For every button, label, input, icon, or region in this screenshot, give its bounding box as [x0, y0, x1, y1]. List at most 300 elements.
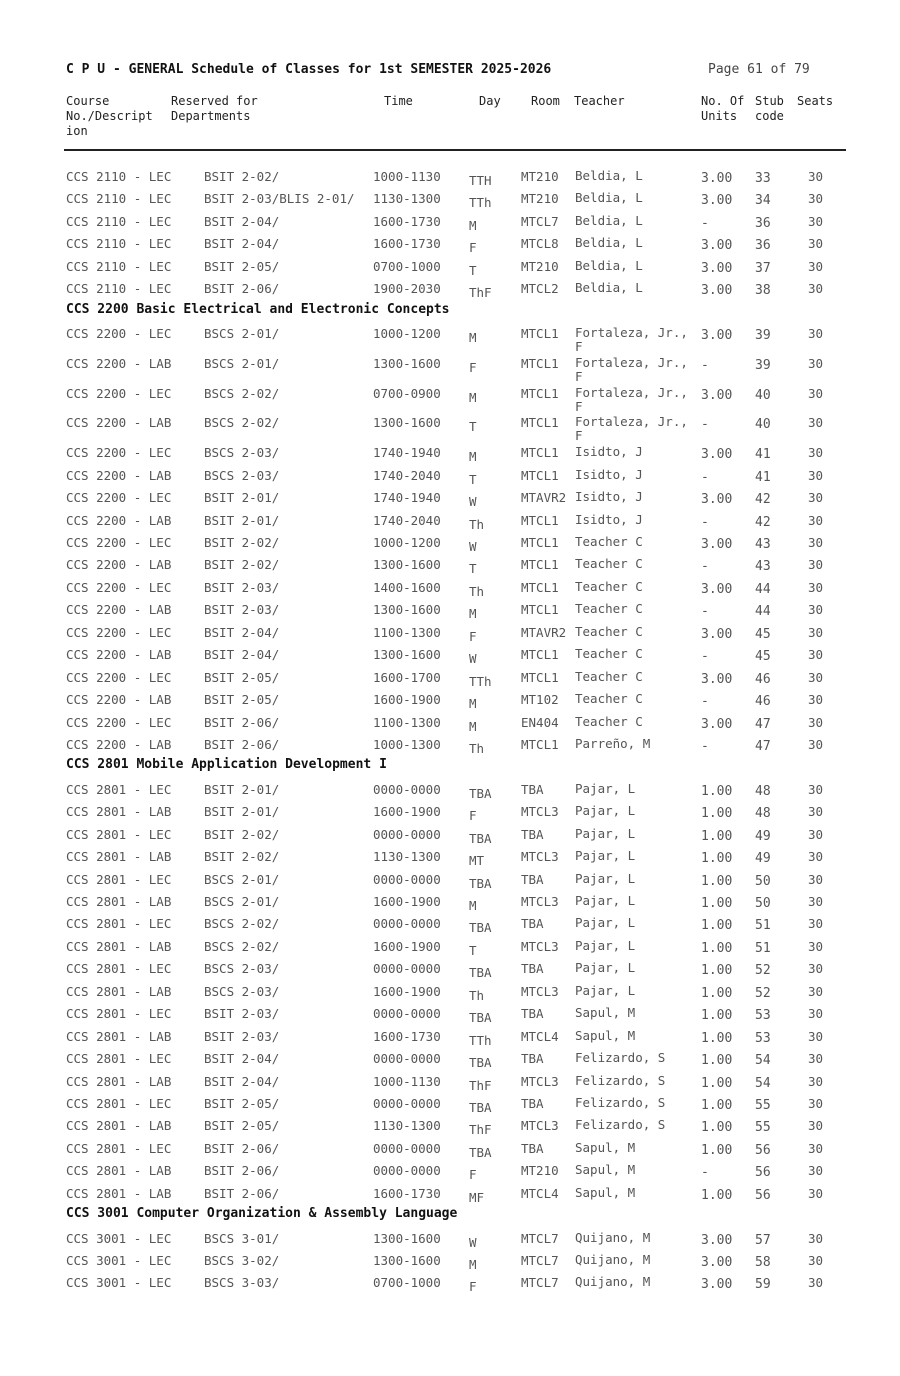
- department-cell: BSIT 2-06/: [204, 1140, 280, 1156]
- day-cell: ThF: [469, 1077, 492, 1093]
- day-cell: F: [469, 808, 477, 824]
- day-cell: T: [469, 942, 477, 958]
- units-cell: 1.00: [701, 963, 733, 979]
- teacher-cell: Felizardo, S: [575, 1094, 666, 1110]
- day-cell: M: [469, 449, 477, 465]
- room-cell: MTCL8: [521, 236, 559, 252]
- room-cell: MTCL3: [521, 1073, 559, 1089]
- teacher-cell: Beldia, L: [575, 235, 643, 251]
- room-cell: MT210: [521, 169, 559, 184]
- units-cell: 3.00: [701, 447, 733, 463]
- course-cell: CCS 2110 - LEC: [66, 236, 172, 252]
- time-cell: 0000-0000: [373, 961, 441, 977]
- teacher-cell: Isidto, J: [575, 489, 643, 505]
- units-cell: 1.00: [701, 940, 733, 956]
- stub-code-cell: 50: [755, 896, 771, 911]
- teacher-cell: Sapul, M: [575, 1162, 636, 1178]
- day-cell: M: [469, 898, 477, 913]
- department-cell: BSIT 2-04/: [204, 1051, 280, 1067]
- units-cell: 3.00: [701, 387, 733, 403]
- units-cell: -: [701, 1165, 709, 1181]
- time-cell: 1130-1300: [373, 849, 441, 865]
- units-cell: 1.00: [701, 1142, 733, 1158]
- course-cell: CCS 2801 - LAB: [66, 894, 172, 909]
- units-cell: -: [701, 649, 709, 665]
- table-row: [0, 1070, 900, 1092]
- teacher-cell: Fortaleza, Jr., F: [575, 325, 688, 355]
- units-cell: -: [701, 215, 709, 231]
- time-cell: 1300-1600: [373, 355, 441, 371]
- department-cell: BSCS 2-02/: [204, 385, 280, 401]
- table-row: [0, 1002, 900, 1024]
- room-cell: MTCL1: [521, 467, 559, 483]
- department-cell: BSCS 3-02/: [204, 1253, 280, 1268]
- units-cell: 1.00: [701, 828, 733, 844]
- day-cell: TBA: [469, 785, 492, 801]
- room-cell: MTCL3: [521, 938, 559, 954]
- room-cell: MTCL3: [521, 894, 559, 909]
- room-cell: MTCL1: [521, 415, 559, 431]
- department-cell: BSIT 2-04/: [204, 236, 280, 252]
- stub-code-cell: 56: [755, 1165, 771, 1181]
- teacher-cell: Beldia, L: [575, 280, 643, 296]
- stub-code-cell: 52: [755, 985, 771, 1001]
- stub-code-cell: 52: [755, 963, 771, 979]
- col-header-time: Time: [384, 94, 413, 108]
- course-cell: CCS 2200 - LEC: [66, 326, 172, 342]
- table-row: [0, 464, 900, 486]
- stub-code-cell: 53: [755, 1008, 771, 1024]
- time-cell: 1600-1730: [373, 236, 441, 252]
- teacher-cell: Pajar, L: [575, 848, 636, 864]
- time-cell: 1740-2040: [373, 467, 441, 483]
- room-cell: MTCL1: [521, 602, 559, 618]
- day-cell: Th: [469, 987, 485, 1003]
- table-row: [0, 411, 900, 444]
- room-cell: MTCL1: [521, 385, 559, 401]
- time-cell: 1740-1940: [373, 445, 441, 461]
- course-cell: CCS 2801 - LEC: [66, 916, 172, 932]
- department-cell: BSCS 2-02/: [204, 916, 280, 932]
- table-row: [0, 1182, 900, 1204]
- time-cell: 0000-0000: [373, 781, 441, 797]
- day-cell: Th: [469, 583, 485, 599]
- time-cell: 1300-1600: [373, 602, 441, 618]
- room-cell: MTCL7: [521, 1230, 559, 1246]
- table-row: [0, 733, 900, 755]
- teacher-cell: Pajar, L: [575, 960, 636, 976]
- day-cell: MF: [469, 1189, 485, 1205]
- table-row: [0, 441, 900, 463]
- day-cell: Th: [469, 740, 485, 756]
- table-row: [0, 553, 900, 575]
- seats-cell: 30: [808, 490, 824, 506]
- day-cell: TBA: [469, 1010, 492, 1026]
- room-cell: MTCL3: [521, 849, 559, 865]
- table-row: [0, 1025, 900, 1047]
- seats-cell: 30: [808, 1185, 824, 1201]
- units-cell: 1.00: [701, 873, 733, 889]
- department-cell: BSIT 2-04/: [204, 624, 280, 640]
- seats-cell: 30: [808, 191, 824, 207]
- stub-code-cell: 36: [755, 238, 771, 254]
- time-cell: 1300-1600: [373, 1253, 441, 1268]
- time-cell: 1600-1900: [373, 983, 441, 999]
- time-cell: 1000-1130: [373, 1073, 441, 1089]
- stub-code-cell: 36: [755, 215, 771, 231]
- room-cell: MTCL1: [521, 647, 559, 663]
- room-cell: TBA: [521, 1095, 544, 1111]
- schedule-table: [0, 165, 900, 1294]
- col-header-reserved: Reserved for Departments: [171, 94, 258, 123]
- units-cell: 1.00: [701, 985, 733, 1001]
- room-cell: MT210: [521, 1163, 559, 1179]
- teacher-cell: Beldia, L: [575, 190, 643, 206]
- teacher-cell: Teacher C: [575, 556, 643, 572]
- course-cell: CCS 2801 - LEC: [66, 826, 172, 842]
- teacher-cell: Quijano, M: [575, 1229, 651, 1245]
- room-cell: MTCL7: [521, 213, 559, 229]
- seats-cell: 30: [808, 1163, 824, 1179]
- table-row: [0, 187, 900, 209]
- units-cell: 1.00: [701, 1053, 733, 1069]
- time-cell: 0000-0000: [373, 1051, 441, 1067]
- time-cell: 1300-1600: [373, 415, 441, 431]
- time-cell: 1130-1300: [373, 1118, 441, 1134]
- room-cell: MTCL7: [521, 1275, 559, 1291]
- time-cell: 1000-1130: [373, 169, 441, 184]
- department-cell: BSCS 2-01/: [204, 871, 280, 887]
- time-cell: 0700-0900: [373, 385, 441, 401]
- time-cell: 0000-0000: [373, 871, 441, 887]
- course-cell: CCS 3001 - LEC: [66, 1275, 172, 1291]
- day-cell: TTh: [469, 195, 492, 211]
- time-cell: 0000-0000: [373, 1163, 441, 1179]
- units-cell: 3.00: [701, 260, 733, 276]
- course-cell: CCS 2200 - LEC: [66, 669, 172, 685]
- units-cell: -: [701, 694, 709, 710]
- day-cell: M: [469, 696, 477, 712]
- units-cell: 3.00: [701, 492, 733, 508]
- course-cell: CCS 3001 - LEC: [66, 1253, 172, 1268]
- time-cell: 1000-1200: [373, 326, 441, 342]
- teacher-cell: Teacher C: [575, 668, 643, 684]
- seats-cell: 30: [808, 415, 824, 431]
- teacher-cell: Pajar, L: [575, 780, 636, 796]
- units-cell: 3.00: [701, 1277, 733, 1293]
- department-cell: BSIT 2-03/BLIS 2-01/: [204, 191, 355, 207]
- seats-cell: 30: [808, 1140, 824, 1156]
- department-cell: BSCS 2-03/: [204, 983, 280, 999]
- course-cell: CCS 2200 - LEC: [66, 535, 172, 550]
- course-cell: CCS 2801 - LAB: [66, 804, 172, 820]
- department-cell: BSIT 2-05/: [204, 258, 280, 274]
- room-cell: EN404: [521, 714, 559, 730]
- units-cell: -: [701, 469, 709, 485]
- seats-cell: 30: [808, 647, 824, 663]
- room-cell: MTCL3: [521, 804, 559, 820]
- department-cell: BSCS 2-01/: [204, 355, 280, 371]
- table-row: [0, 912, 900, 934]
- table-row: [0, 688, 900, 710]
- teacher-cell: Quijano, M: [575, 1252, 651, 1267]
- table-row: [0, 823, 900, 845]
- course-cell: CCS 2110 - LEC: [66, 169, 172, 184]
- seats-cell: 30: [808, 467, 824, 483]
- time-cell: 0700-1000: [373, 258, 441, 274]
- stub-code-cell: 40: [755, 387, 771, 403]
- course-cell: CCS 2200 - LEC: [66, 385, 172, 401]
- stub-code-cell: 39: [755, 328, 771, 344]
- table-row: [0, 800, 900, 822]
- department-cell: BSIT 2-04/: [204, 1073, 280, 1089]
- time-cell: 1600-1700: [373, 669, 441, 685]
- table-row: [0, 352, 900, 382]
- course-cell: CCS 2200 - LAB: [66, 647, 172, 663]
- stub-code-cell: 51: [755, 918, 771, 934]
- day-cell: W: [469, 1234, 477, 1250]
- time-cell: 0000-0000: [373, 1095, 441, 1111]
- department-cell: BSIT 2-01/: [204, 804, 280, 820]
- department-cell: BSIT 2-04/: [204, 213, 280, 229]
- day-cell: T: [469, 471, 477, 487]
- page-number: Page 61 of 79: [708, 62, 810, 77]
- time-cell: 1000-1300: [373, 736, 441, 752]
- table-row: [0, 957, 900, 979]
- day-cell: W: [469, 651, 477, 667]
- seats-cell: 30: [808, 849, 824, 865]
- time-cell: 0000-0000: [373, 826, 441, 842]
- day-cell: ThF: [469, 1122, 492, 1138]
- day-cell: TBA: [469, 1099, 492, 1115]
- day-cell: TBA: [469, 965, 492, 981]
- seats-cell: 30: [808, 781, 824, 797]
- time-cell: 1100-1300: [373, 624, 441, 640]
- teacher-cell: Parreño, M: [575, 735, 651, 751]
- seats-cell: 30: [808, 692, 824, 708]
- course-cell: CCS 2110 - LEC: [66, 258, 172, 274]
- units-cell: -: [701, 357, 709, 373]
- room-cell: MTCL1: [521, 557, 559, 573]
- department-cell: BSIT 2-01/: [204, 512, 280, 528]
- department-cell: BSCS 2-01/: [204, 326, 280, 342]
- department-cell: BSIT 2-01/: [204, 781, 280, 797]
- department-cell: BSCS 3-03/: [204, 1275, 280, 1291]
- seats-cell: 30: [808, 871, 824, 887]
- units-cell: 3.00: [701, 283, 733, 299]
- department-cell: BSIT 2-06/: [204, 714, 280, 730]
- stub-code-cell: 42: [755, 514, 771, 530]
- day-cell: M: [469, 606, 477, 622]
- course-section-heading: [0, 755, 900, 777]
- day-cell: M: [469, 217, 477, 233]
- teacher-cell: Pajar, L: [575, 915, 636, 931]
- teacher-cell: Isidto, J: [575, 466, 643, 482]
- teacher-cell: Fortaleza, Jr., F: [575, 414, 688, 444]
- room-cell: MTCL3: [521, 983, 559, 999]
- seats-cell: 30: [808, 1095, 824, 1111]
- time-cell: 1740-1940: [373, 490, 441, 506]
- stub-code-cell: 48: [755, 783, 771, 799]
- day-cell: TTh: [469, 1032, 492, 1048]
- day-cell: F: [469, 1279, 477, 1295]
- units-cell: 3.00: [701, 537, 733, 552]
- course-cell: CCS 2801 - LEC: [66, 1051, 172, 1067]
- course-cell: CCS 2110 - LEC: [66, 191, 172, 207]
- course-cell: CCS 2110 - LEC: [66, 213, 172, 229]
- stub-code-cell: 46: [755, 694, 771, 710]
- teacher-cell: Pajar, L: [575, 803, 636, 819]
- room-cell: TBA: [521, 826, 544, 842]
- seats-cell: 30: [808, 1118, 824, 1134]
- course-cell: CCS 2801 - LAB: [66, 983, 172, 999]
- day-cell: TTh: [469, 673, 492, 689]
- seats-cell: 30: [808, 236, 824, 252]
- room-cell: MT102: [521, 692, 559, 708]
- time-cell: 1000-1200: [373, 535, 441, 550]
- teacher-cell: Sapul, M: [575, 1184, 636, 1200]
- table-row: [0, 1137, 900, 1159]
- seats-cell: 30: [808, 1073, 824, 1089]
- seats-cell: 30: [808, 916, 824, 932]
- teacher-cell: Pajar, L: [575, 893, 636, 908]
- units-cell: 3.00: [701, 716, 733, 732]
- time-cell: 0700-1000: [373, 1275, 441, 1291]
- department-cell: BSCS 2-03/: [204, 445, 280, 461]
- time-cell: 0000-0000: [373, 1006, 441, 1022]
- room-cell: MTCL1: [521, 579, 559, 595]
- table-row: [0, 621, 900, 643]
- units-cell: -: [701, 738, 709, 754]
- stub-code-cell: 46: [755, 671, 771, 687]
- table-row: [0, 643, 900, 665]
- col-header-stub: Stub code: [755, 94, 784, 123]
- table-row: [0, 486, 900, 508]
- day-cell: M: [469, 389, 477, 405]
- table-row: [0, 322, 900, 355]
- stub-code-cell: 34: [755, 193, 771, 209]
- table-row: [0, 509, 900, 531]
- teacher-cell: Teacher C: [575, 534, 643, 549]
- course-cell: CCS 2200 - LEC: [66, 714, 172, 730]
- department-cell: BSIT 2-02/: [204, 557, 280, 573]
- section-title: CCS 2801 Mobile Application Development I: [66, 757, 387, 773]
- units-cell: 1.00: [701, 806, 733, 822]
- col-header-teacher: Teacher: [574, 94, 625, 108]
- stub-code-cell: 41: [755, 469, 771, 485]
- day-cell: MT: [469, 853, 485, 869]
- table-row: [0, 277, 900, 299]
- department-cell: BSIT 2-05/: [204, 692, 280, 708]
- stub-code-cell: 45: [755, 626, 771, 642]
- course-cell: CCS 2801 - LEC: [66, 781, 172, 797]
- course-cell: CCS 2200 - LAB: [66, 415, 172, 431]
- teacher-cell: Pajar, L: [575, 870, 636, 886]
- department-cell: BSIT 2-05/: [204, 1118, 280, 1134]
- course-section-heading: [0, 1204, 900, 1226]
- teacher-cell: Teacher C: [575, 601, 643, 617]
- department-cell: BSIT 2-03/: [204, 1006, 280, 1022]
- course-cell: CCS 2200 - LAB: [66, 355, 172, 371]
- teacher-cell: Fortaleza, Jr., F: [575, 384, 688, 414]
- seats-cell: 30: [808, 602, 824, 618]
- teacher-cell: Sapul, M: [575, 1005, 636, 1021]
- table-row: [0, 1227, 900, 1249]
- department-cell: BSCS 2-03/: [204, 467, 280, 483]
- stub-code-cell: 57: [755, 1232, 771, 1248]
- stub-code-cell: 43: [755, 537, 771, 552]
- teacher-cell: Beldia, L: [575, 257, 643, 273]
- course-cell: CCS 2801 - LAB: [66, 1185, 172, 1201]
- day-cell: TBA: [469, 1055, 492, 1071]
- seats-cell: 30: [808, 281, 824, 297]
- units-cell: 1.00: [701, 1097, 733, 1113]
- seats-cell: 30: [808, 983, 824, 999]
- day-cell: F: [469, 240, 477, 256]
- teacher-cell: Sapul, M: [575, 1139, 636, 1155]
- course-cell: CCS 2801 - LEC: [66, 961, 172, 977]
- table-row: [0, 1249, 900, 1271]
- seats-cell: 30: [808, 445, 824, 461]
- seats-cell: 30: [808, 1006, 824, 1022]
- stub-code-cell: 54: [755, 1075, 771, 1091]
- units-cell: 3.00: [701, 171, 733, 186]
- course-cell: CCS 3001 - LEC: [66, 1230, 172, 1246]
- table-row: [0, 890, 900, 912]
- room-cell: MTCL1: [521, 535, 559, 550]
- table-row: [0, 778, 900, 800]
- time-cell: 1600-1900: [373, 894, 441, 909]
- seats-cell: 30: [808, 1028, 824, 1044]
- department-cell: BSIT 2-06/: [204, 1163, 280, 1179]
- table-row: [0, 845, 900, 867]
- teacher-cell: Isidto, J: [575, 444, 643, 460]
- course-cell: CCS 2200 - LAB: [66, 467, 172, 483]
- section-title: CCS 2200 Basic Electrical and Electronic Concepts: [66, 301, 450, 317]
- stub-code-cell: 53: [755, 1030, 771, 1046]
- table-row: [0, 1047, 900, 1069]
- day-cell: T: [469, 419, 477, 435]
- seats-cell: 30: [808, 961, 824, 977]
- page-title: C P U - GENERAL Schedule of Classes for 1st SEMESTER 2025-2026: [66, 62, 552, 77]
- teacher-cell: Felizardo, S: [575, 1072, 666, 1088]
- teacher-cell: Beldia, L: [575, 168, 643, 183]
- table-row: [0, 1271, 900, 1293]
- time-cell: 0000-0000: [373, 1140, 441, 1156]
- seats-cell: 30: [808, 169, 824, 184]
- units-cell: 3.00: [701, 671, 733, 687]
- units-cell: 1.00: [701, 918, 733, 934]
- seats-cell: 30: [808, 355, 824, 371]
- room-cell: MTCL3: [521, 1118, 559, 1134]
- teacher-cell: Pajar, L: [575, 825, 636, 841]
- stub-code-cell: 51: [755, 940, 771, 956]
- day-cell: TBA: [469, 920, 492, 936]
- header-divider: [64, 149, 846, 151]
- stub-code-cell: 39: [755, 357, 771, 373]
- seats-cell: 30: [808, 535, 824, 550]
- table-row: [0, 935, 900, 957]
- units-cell: 3.00: [701, 1255, 733, 1270]
- department-cell: BSIT 2-06/: [204, 1185, 280, 1201]
- course-cell: CCS 2801 - LAB: [66, 1073, 172, 1089]
- teacher-cell: Quijano, M: [575, 1274, 651, 1290]
- room-cell: MTCL1: [521, 736, 559, 752]
- room-cell: MTCL1: [521, 355, 559, 371]
- table-row: [0, 531, 900, 553]
- room-cell: MTCL4: [521, 1028, 559, 1044]
- day-cell: T: [469, 561, 477, 577]
